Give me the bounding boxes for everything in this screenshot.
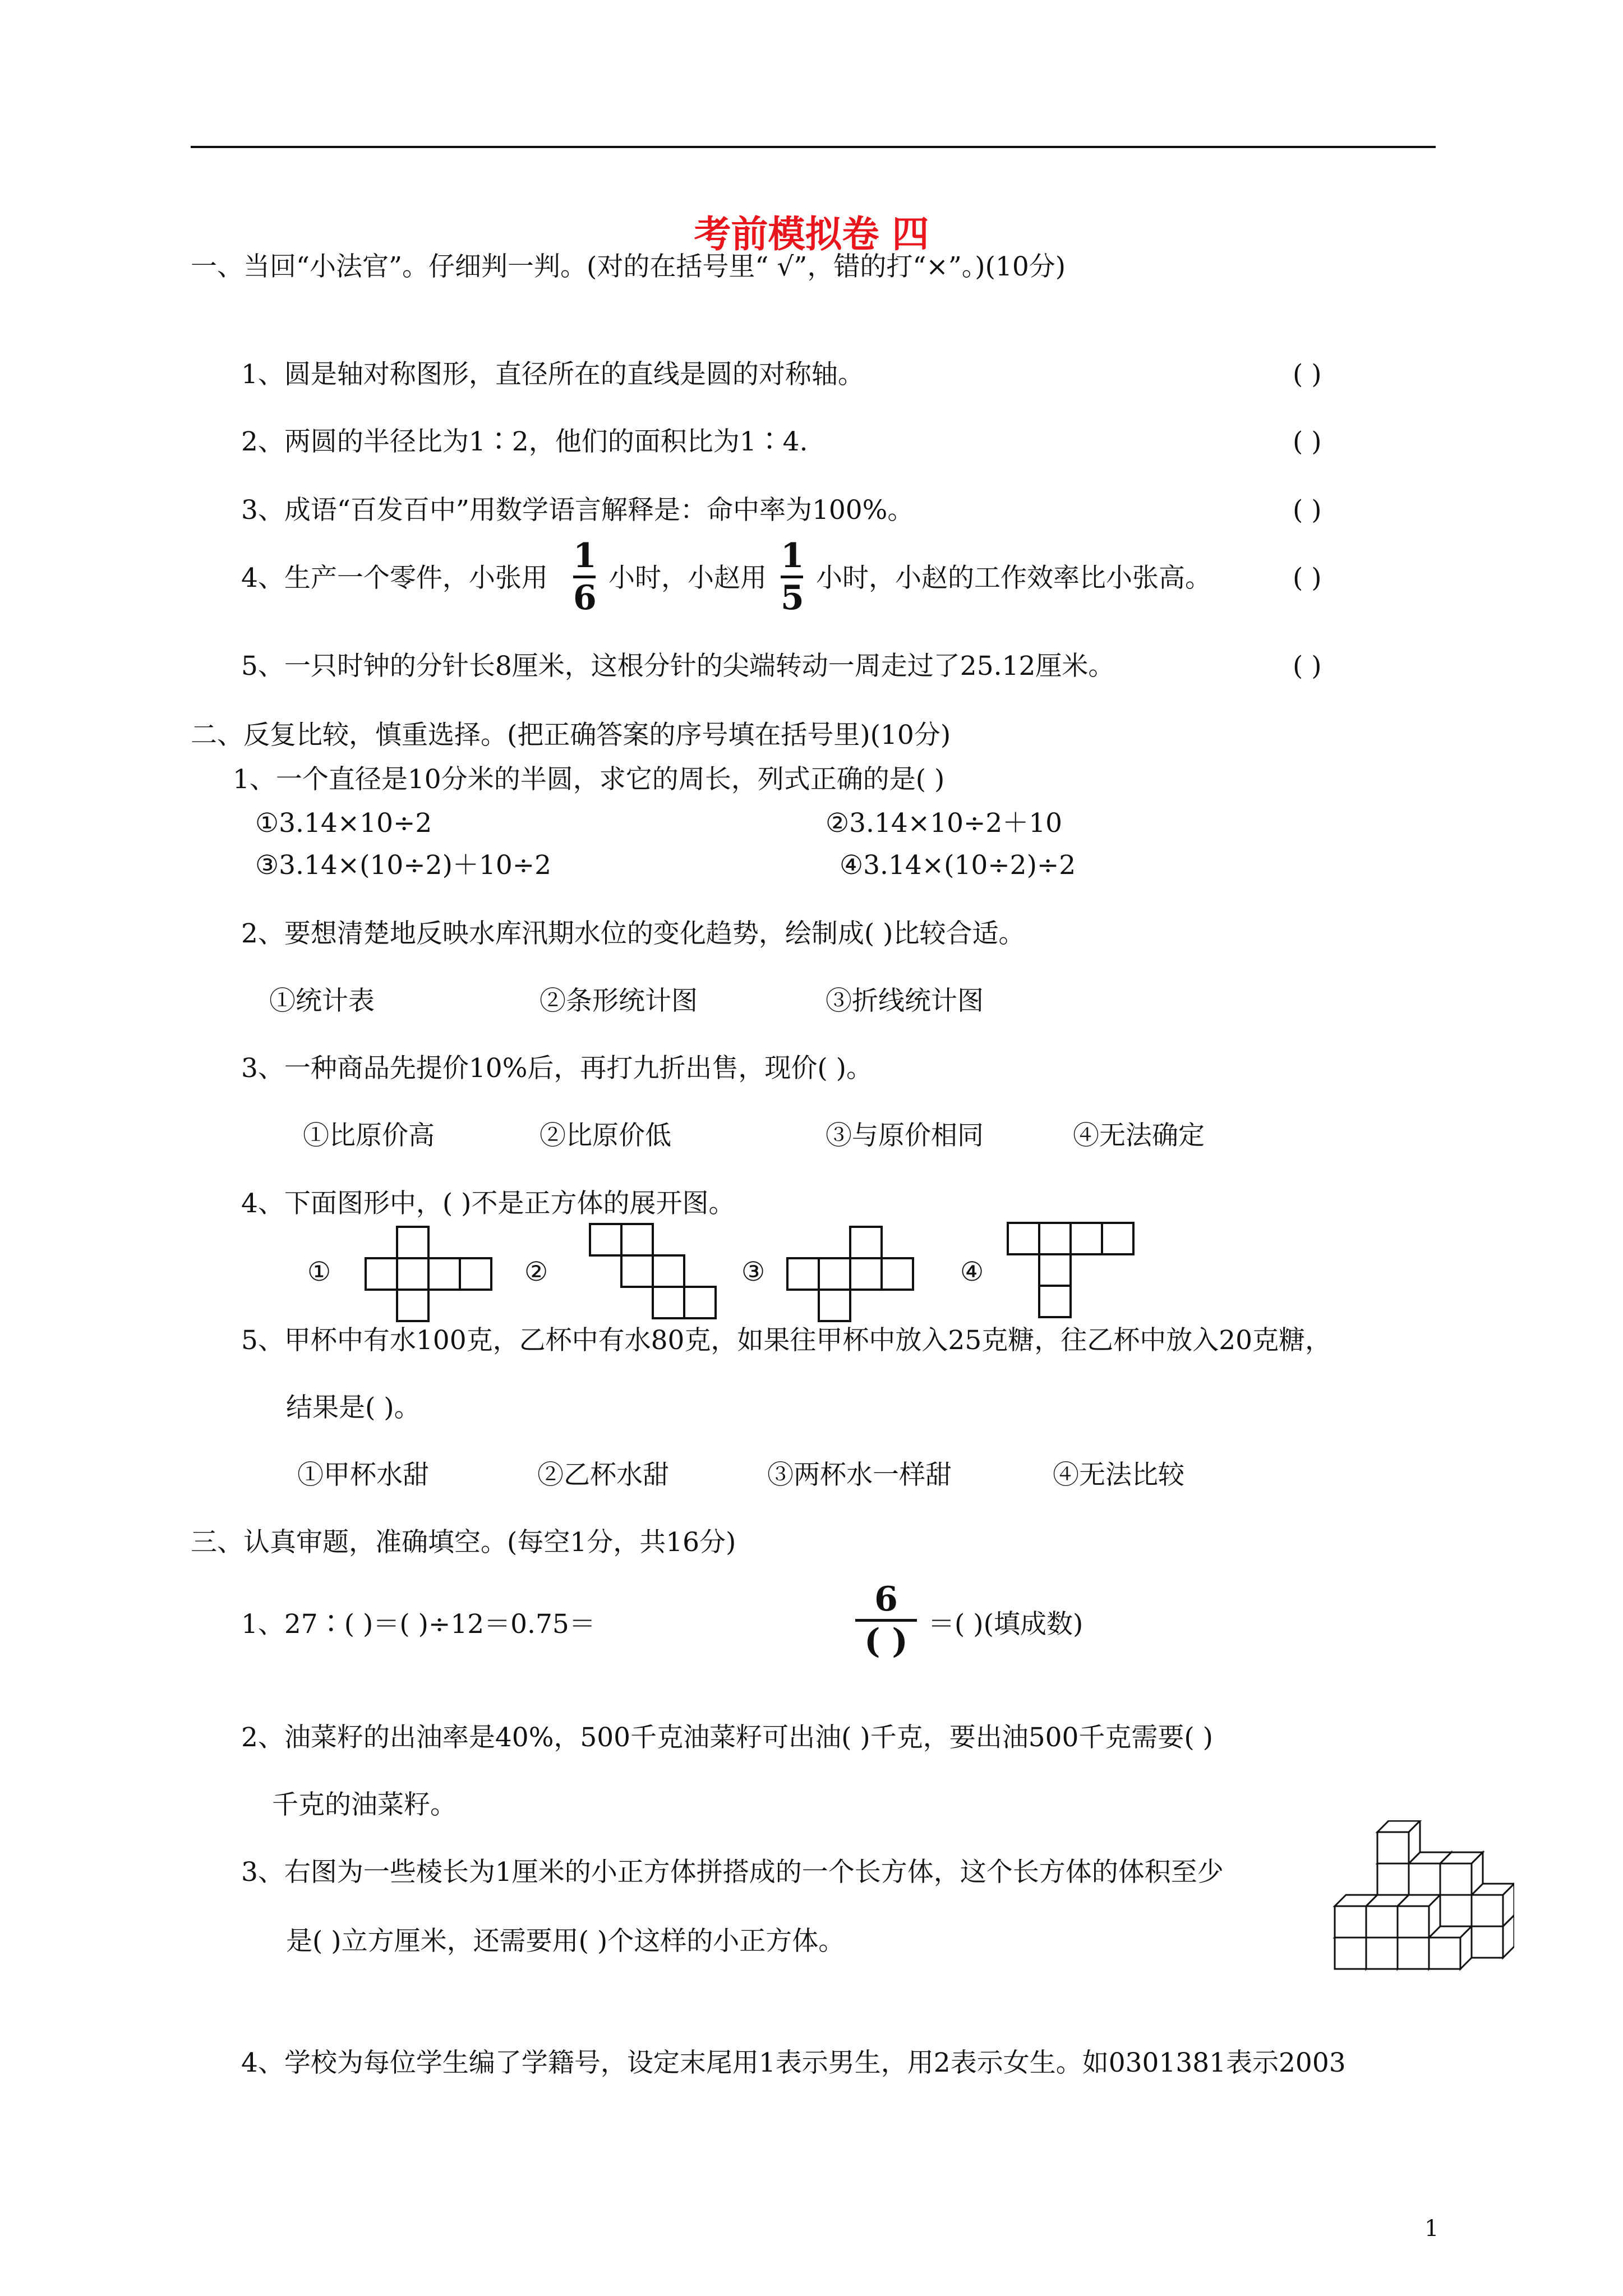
s2-q1-option-3: ③3.14×(10÷2)＋10÷2 <box>255 850 552 881</box>
s2-q3-option-4: ④无法确定 <box>1073 1120 1205 1151</box>
cube-front-face <box>1335 1906 1366 1938</box>
s2-q2-option-3: ③折线统计图 <box>826 986 984 1016</box>
s1-answer-paren-3: ( ) <box>1293 495 1322 526</box>
cube-front-face <box>1440 1864 1472 1895</box>
s1-item-1: 1、圆是轴对称图形，直径所在的直线是圆的对称轴。 <box>241 359 864 390</box>
cube-net-4-figure <box>1007 1222 1136 1320</box>
s1-item-4-part-b: 小时，小赵用 <box>608 563 767 593</box>
header-rule <box>191 146 1436 148</box>
s2-q3-option-1: ①比原价高 <box>303 1120 435 1151</box>
cube-net-1-figure <box>365 1226 494 1324</box>
section3-heading: 三、认真审题，准确填空。(每空1分，共16分) <box>191 1527 736 1558</box>
s2-q3: 3、一种商品先提价10%后，再打九折出售，现价( )。 <box>241 1053 873 1084</box>
s3-q2-line-1: 2、油菜籽的出油率是40%，500千克油菜籽可出油( )千克，要出油500千克需要( ) <box>241 1722 1214 1753</box>
cube-front-face <box>1429 1938 1460 1969</box>
s2-q1: 1、一个直径是10分米的半圆，求它的周长，列式正确的是( ) <box>233 764 945 795</box>
s3-q3-line-2: 是( )立方厘米，还需要用( )个这样的小正方体。 <box>286 1926 845 1957</box>
s2-q2: 2、要想清楚地反映水库汛期水位的变化趋势，绘制成( )比较合适。 <box>241 918 1025 949</box>
fraction-denominator: 6 <box>573 578 597 618</box>
s2-q1-option-2: ②3.14×10÷2＋10 <box>826 808 1063 839</box>
fraction-one-fifth <box>781 536 804 618</box>
s2-q5-option-3: ③两杯水一样甜 <box>767 1460 952 1490</box>
s2-q5-line-1: 5、甲杯中有水100克，乙杯中有水80克，如果往甲杯中放入25克糖，往乙杯中放入20克糖， <box>241 1325 1332 1356</box>
s1-item-5: 5、一只时钟的分针长8厘米，这根分针的尖端转动一周走过了25.12厘米。 <box>241 651 1115 682</box>
s1-answer-paren-1: ( ) <box>1293 359 1322 390</box>
fraction-six-over-blank <box>855 1582 917 1659</box>
cube-front-face <box>1472 1895 1503 1926</box>
cube-stack-figure <box>1324 1820 1514 1977</box>
s2-q5-option-4: ④无法比较 <box>1053 1460 1184 1490</box>
cube-front-face <box>1335 1938 1366 1969</box>
cube-front-face <box>1472 1926 1503 1958</box>
s1-item-4-part-c: 小时，小赵的工作效率比小张高。 <box>816 563 1211 593</box>
s2-q4: 4、下面图形中，( )不是正方体的展开图。 <box>241 1188 735 1219</box>
s1-item-4-part-a: 4、生产一个零件，小张用 <box>241 563 548 593</box>
fraction-denominator: ( ) <box>864 1622 908 1661</box>
s1-answer-paren-4: ( ) <box>1293 563 1322 593</box>
fraction-numerator: 1 <box>781 536 804 576</box>
s2-q5-option-1: ①甲杯水甜 <box>297 1460 429 1490</box>
s2-q5-line-2: 结果是( )。 <box>286 1392 421 1423</box>
s2-q3-option-2: ②比原价低 <box>540 1120 671 1151</box>
fraction-denominator: 5 <box>781 578 804 618</box>
s2-q4-label-1: ① <box>307 1257 331 1287</box>
fraction-one-sixth <box>573 536 597 618</box>
s1-item-2: 2、两圆的半径比为1∶2，他们的面积比为1∶4. <box>241 426 808 457</box>
s3-q2-line-2: 千克的油菜籽。 <box>272 1789 457 1820</box>
cube-front-face <box>1409 1864 1440 1895</box>
cube-front-face <box>1398 1938 1429 1969</box>
cube-front-face <box>1366 1906 1398 1938</box>
s1-item-3: 3、成语“百发百中”用数学语言解释是：命中率为100%。 <box>241 495 914 526</box>
cube-net-2-figure <box>589 1223 718 1321</box>
s1-answer-paren-5: ( ) <box>1293 651 1322 682</box>
s2-q4-label-3: ③ <box>741 1257 766 1287</box>
fraction-numerator: 1 <box>573 536 597 576</box>
s2-q1-option-4: ④3.14×(10÷2)÷2 <box>840 850 1076 881</box>
s3-q1-part-b: ＝( )(填成数) <box>928 1609 1083 1640</box>
cube-front-face <box>1377 1832 1409 1864</box>
s1-answer-paren-2: ( ) <box>1293 426 1322 457</box>
page-title: 考前模拟卷 四 <box>694 213 929 256</box>
fraction-numerator: 6 <box>874 1580 898 1619</box>
section2-heading: 二、反复比较，慎重选择。(把正确答案的序号填在括号里)(10分) <box>191 720 951 751</box>
cube-front-face <box>1377 1864 1409 1895</box>
s2-q2-option-2: ②条形统计图 <box>540 986 698 1016</box>
s2-q5-option-2: ②乙杯水甜 <box>537 1460 669 1490</box>
s2-q3-option-3: ③与原价相同 <box>826 1120 984 1151</box>
cube-front-face <box>1440 1895 1472 1926</box>
page-number: 1 <box>1424 2216 1439 2242</box>
s2-q2-option-1: ①统计表 <box>269 986 375 1016</box>
s2-q4-label-4: ④ <box>960 1257 984 1287</box>
section1-heading: 一、当回“小法官”。仔细判一判。(对的在括号里“ √”，错的打“×”。)(10分) <box>191 251 1066 282</box>
s3-q1-part-a: 1、27∶( )＝( )÷12＝0.75＝ <box>241 1609 596 1640</box>
cube-front-face <box>1366 1938 1398 1969</box>
s2-q1-option-1: ①3.14×10÷2 <box>255 808 432 839</box>
s3-q3-line-1: 3、右图为一些棱长为1厘米的小正方体拼搭成的一个长方体，这个长方体的体积至少 <box>241 1857 1224 1888</box>
s2-q4-label-2: ② <box>524 1257 548 1287</box>
cube-net-3-figure <box>786 1226 915 1324</box>
cube-front-face <box>1398 1906 1429 1938</box>
s3-q4-line-1: 4、学校为每位学生编了学籍号，设定末尾用1表示男生，用2表示女生。如0301381表示2003 <box>241 2047 1346 2078</box>
